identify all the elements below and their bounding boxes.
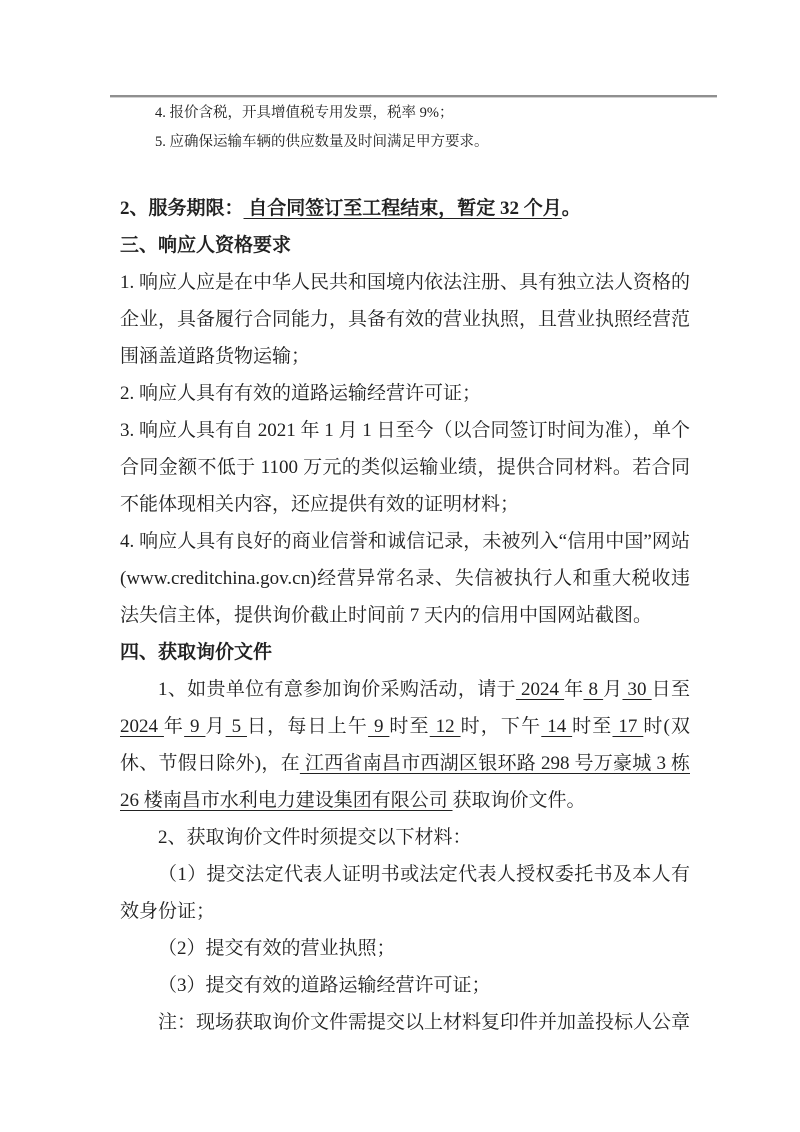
paragraph-text: 月	[205, 716, 226, 737]
section4-heading: 四、获取询价文件	[120, 642, 273, 663]
paragraph-text: 获取询价文件。	[452, 790, 586, 811]
underlined-blank-value: 8	[583, 679, 604, 700]
note-line: 注：现场获取询价文件需提交以上材料复印件并加盖投标人公章	[158, 1012, 691, 1033]
paragraph-text: 年	[163, 716, 185, 737]
underlined-blank-value: 2024	[120, 716, 164, 737]
service-period-line	[120, 190, 690, 227]
underlined-blank-value: 江西省南昌市西湖区银环路 298 号万豪城 3 栋 26 楼南昌市水利电力建设集团有限公司	[120, 753, 690, 811]
paragraph-text: 时(双休、节假日除外)，在	[120, 716, 690, 774]
paragraph-text: 月	[603, 679, 623, 700]
header-note-4: 4. 报价含税，开具增值税专用发票，税率 9%；	[155, 105, 454, 121]
underlined-blank-value: 12	[429, 716, 461, 737]
header-divider-line	[110, 95, 717, 98]
paragraph-text: 日至	[651, 679, 690, 700]
underlined-blank-value: 9	[368, 716, 390, 737]
underlined-blank-value: 2024	[515, 679, 565, 700]
paragraph-text: 时至	[389, 716, 430, 737]
qualification-item-1: 1. 响应人应是在中华人民共和国境内依法注册、具有独立法人资格的企业，具备履行合同能力，具备有效的营业执照，且营业执照经营范围涵盖道路货物运输；	[120, 272, 691, 367]
qualification-item-3: 3. 响应人具有自 2021 年 1 月 1 日至今（以合同签订时间为准），单个合同金额不低于 1100 万元的类似运输业绩，提供合同材料。若合同不能体现相关内容，还应提供有效的证明材料；	[120, 420, 691, 515]
material-item-2: （2）提交有效的营业执照；	[158, 938, 396, 959]
service-period-suffix: 。	[561, 198, 581, 219]
underlined-blank-value: 9	[184, 716, 206, 737]
paragraph-text: 时至	[572, 716, 613, 737]
section3-heading: 三、响应人资格要求	[120, 235, 292, 256]
underlined-blank-value: 17	[612, 716, 644, 737]
qualification-item-4: 4. 响应人具有良好的商业信誉和诚信记录，未被列入“信用中国”网站(www.creditchina.gov.cn)经营异常名录、失信被执行人和重大税收违法失信主体，提供询价截止时间前 7 天内的信用中国网站截图。	[120, 531, 690, 626]
underlined-blank-value: 30	[622, 679, 652, 700]
paragraph-text: 时，下午	[460, 716, 542, 737]
material-item-3: （3）提交有效的道路运输经营许可证；	[158, 975, 491, 996]
material-item-1: （1）提交法定代表人证明书或法定代表人授权委托书及本人有效身份证；	[120, 864, 690, 922]
materials-intro-line: 2、获取询价文件时须提交以下材料：	[158, 827, 472, 848]
underlined-blank-value: 5	[225, 716, 247, 737]
service-period-value: 自合同签订至工程结束，暂定 32 个月	[243, 198, 562, 219]
paragraph-text: 年	[564, 679, 584, 700]
service-period-label: 2、服务期限：	[120, 198, 244, 219]
underlined-blank-value: 14	[541, 716, 573, 737]
obtain-documents-paragraph	[120, 671, 690, 819]
document-content	[120, 99, 690, 1041]
header-note-5: 5. 应确保运输车辆的供应数量及时间满足甲方要求。	[155, 134, 489, 150]
qualification-item-2: 2. 响应人具有有效的道路运输经营许可证；	[120, 383, 482, 404]
paragraph-text: 日，每日上午	[246, 716, 369, 737]
spacer	[120, 157, 690, 190]
paragraph-text: 1、如贵单位有意参加询价采购活动，请于	[158, 679, 516, 700]
